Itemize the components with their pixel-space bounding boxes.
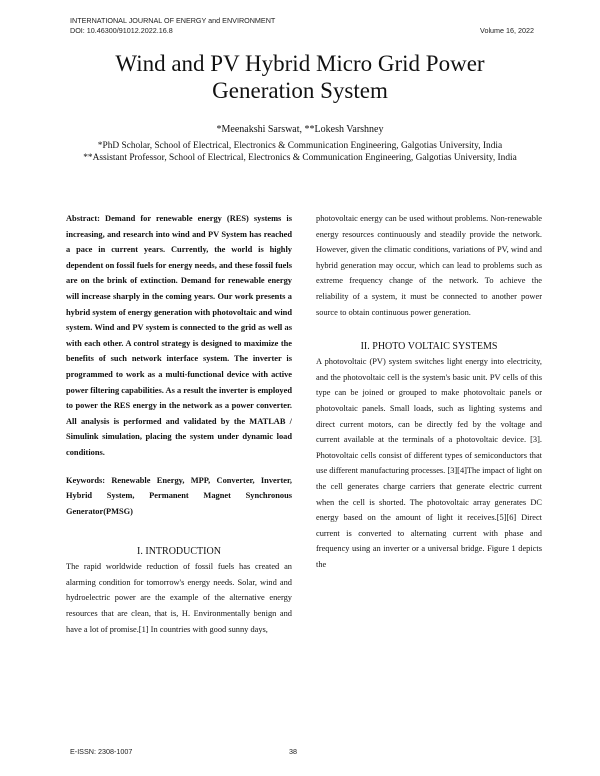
issn: E-ISSN: 2308-1007 xyxy=(70,747,133,756)
introduction-continued: photovoltaic energy can be used without problems. Non-renewable energy resources continuously and steadily provide the network. However, given the climatic conditions, variations of PV, wind and hybrid generation may occur, which can lead to problems such as extreme frequency change of the network. To achieve the reliability of a system, it must be connected to another power source to obtain continuous power generation. xyxy=(316,214,542,317)
page-number: 38 xyxy=(289,747,297,756)
affiliation-1: *PhD Scholar, School of Electrical, Electronics & Communication Engineering, Galgotias University, India xyxy=(97,141,503,151)
affiliation-2: **Assistant Professor, School of Electrical, Electronics & Communication Engineering, Galgotias University, India xyxy=(83,153,517,163)
paper-title xyxy=(60,50,540,104)
pv-systems-text: A photovoltaic (PV) system switches light energy into electricity, and the photovoltaic cell is the system's basic unit. PV cells of this type can be joined or grouped to make photovoltaic panels or photovoltaic panels. Small loads, such as lighting systems and direct current motors, can be directly fed by the voltage and current available at the terminals of a photovoltaic device. [3]. Photovoltaic cells consist of different types of semiconductors that use different manufacturing processes. [3][4]The impact of light on the cell generates charge carriers that generate electric current when the cell is shorted. The photovoltaic array generates DC energy based on the amount of light it receives.[5][6] Direct current is converted to alternating current with phase and frequency using an inverter or a universal bridge. Figure 1 depicts the xyxy=(316,357,542,569)
title-line-2: Generation System xyxy=(212,78,388,103)
left-column xyxy=(66,211,292,637)
journal-name: INTERNATIONAL JOURNAL OF ENERGY and ENVIRONMENT xyxy=(70,16,276,25)
section-heading-pv-systems: II. PHOTO VOLTAIC SYSTEMS xyxy=(360,341,498,353)
journal-header xyxy=(70,16,275,36)
section-heading-introduction: I. INTRODUCTION xyxy=(137,546,221,558)
affiliations xyxy=(50,140,550,164)
introduction-text: The rapid worldwide reduction of fossil fuels has created an alarming condition for tomorrow's energy needs. Solar, wind and hydroelectric power are the example of the alternative energy resources that are clean, that is, H. Environmentally benign and have a lot of promise.[1] In countries with good sunny days, xyxy=(66,562,292,634)
title-line-1: Wind and PV Hybrid Micro Grid Power xyxy=(115,51,485,76)
abstract: Abstract: Demand for renewable energy (RES) systems is increasing, and research into wind and PV System has reached a pace in current years. Currently, the world is highly dependent on fossil fuels for energy needs, and these fossil fuels are on the brink of extinction. Demand for renewable energy will increase sharply in the coming years. Our work presents a hybrid system of energy generation with photovoltaic and wind system. Wind and PV system is connected to the grid as well as with each other. A control strategy is designed to maximize the benefits of such network interface system. The inverter is programmed to work as a multi-functional device with active power filtering capabilities. As a result the inverter is employed to power the RES energy in the network as a power converter. All analysis is performed and validated by the MATLAB / Simulink simulation, placing the system under dynamic load conditions. xyxy=(66,214,292,457)
doi: DOI: 10.46300/91012.2022.16.8 xyxy=(70,26,173,35)
keywords: Keywords: Renewable Energy, MPP, Converter, Inverter, Hybrid System, Permanent Magnet Synchronous Generator(PMSG) xyxy=(66,475,292,516)
right-column xyxy=(316,211,542,572)
volume: Volume 16, 2022 xyxy=(480,26,534,35)
authors: *Meenakshi Sarswat, **Lokesh Varshney xyxy=(216,124,384,135)
